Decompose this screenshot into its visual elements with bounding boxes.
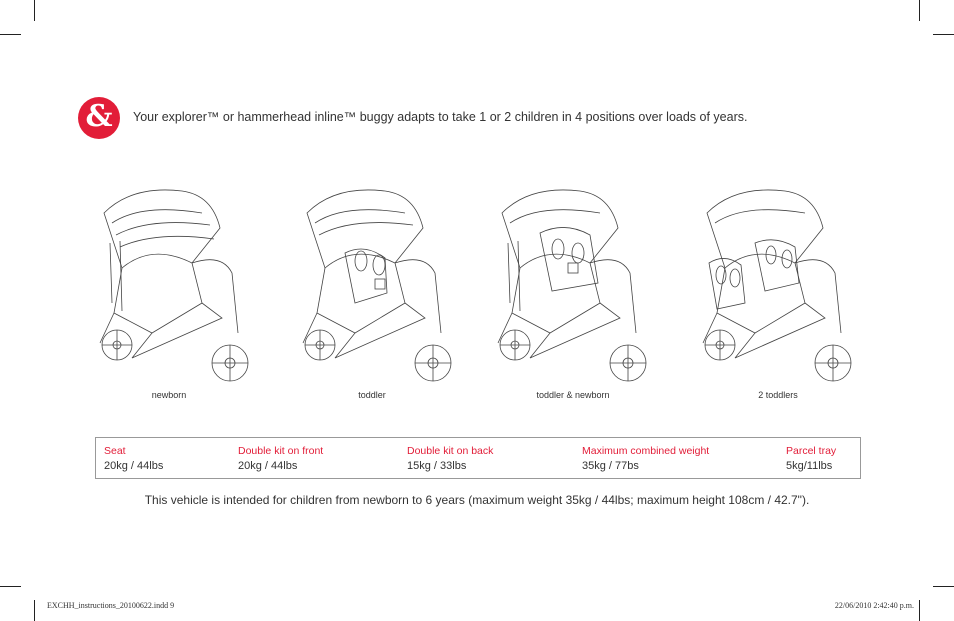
crop-mark-bl-h <box>0 586 21 587</box>
intro-text: Your explorer™ or hammerhead inline™ buggy adapts to take 1 or 2 children in 4 positions over loads of years. <box>133 110 748 124</box>
crop-mark-tl-v <box>34 0 35 21</box>
spec-parcel-tray <box>786 445 836 472</box>
stroller-toddler-newborn-illustration <box>490 183 650 388</box>
caption-toddler-newborn: toddler & newborn <box>536 390 610 400</box>
spec-label: Double kit on front <box>238 445 324 457</box>
spec-double-kit-front <box>238 445 323 472</box>
ampersand-logo-icon: & <box>78 97 120 139</box>
stroller-toddler-illustration <box>295 183 455 388</box>
spec-max-combined-weight <box>582 445 709 472</box>
stroller-newborn-illustration <box>92 183 252 388</box>
spec-label: Seat <box>104 445 126 457</box>
spec-value: 20kg / 44lbs <box>104 460 164 472</box>
spec-double-kit-back <box>407 445 493 472</box>
caption-newborn: newborn <box>151 390 187 400</box>
crop-mark-tl-h <box>0 34 21 35</box>
crop-mark-tr-v <box>919 0 920 21</box>
spec-label: Parcel tray <box>786 445 837 457</box>
spec-label: Double kit on back <box>407 445 494 457</box>
crop-mark-tr-h <box>933 34 954 35</box>
spec-seat <box>104 445 163 472</box>
crop-mark-br-v <box>919 600 920 621</box>
caption-two-toddlers: 2 toddlers <box>758 390 798 400</box>
stroller-two-toddlers-illustration <box>695 183 855 388</box>
slug-date: 22/06/2010 2:42:40 p.m. <box>834 601 914 610</box>
spec-value: 35kg / 77bs <box>582 460 639 472</box>
crop-mark-br-h <box>933 586 954 587</box>
crop-mark-bl-v <box>34 600 35 621</box>
specs-table <box>95 437 861 479</box>
spec-label: Maximum combined weight <box>582 445 710 457</box>
spec-value: 5kg/11lbs <box>786 460 833 472</box>
caption-toddler: toddler <box>358 390 386 400</box>
age-weight-note: This vehicle is intended for children from newborn to 6 years (maximum weight 35kg / 44lbs; maximum height 108cm / 42.7"). <box>144 493 810 507</box>
spec-value: 20kg / 44lbs <box>238 460 298 472</box>
slug-filename: EXCHH_instructions_20100622.indd 9 <box>47 601 175 610</box>
spec-value: 15kg / 33lbs <box>407 460 467 472</box>
